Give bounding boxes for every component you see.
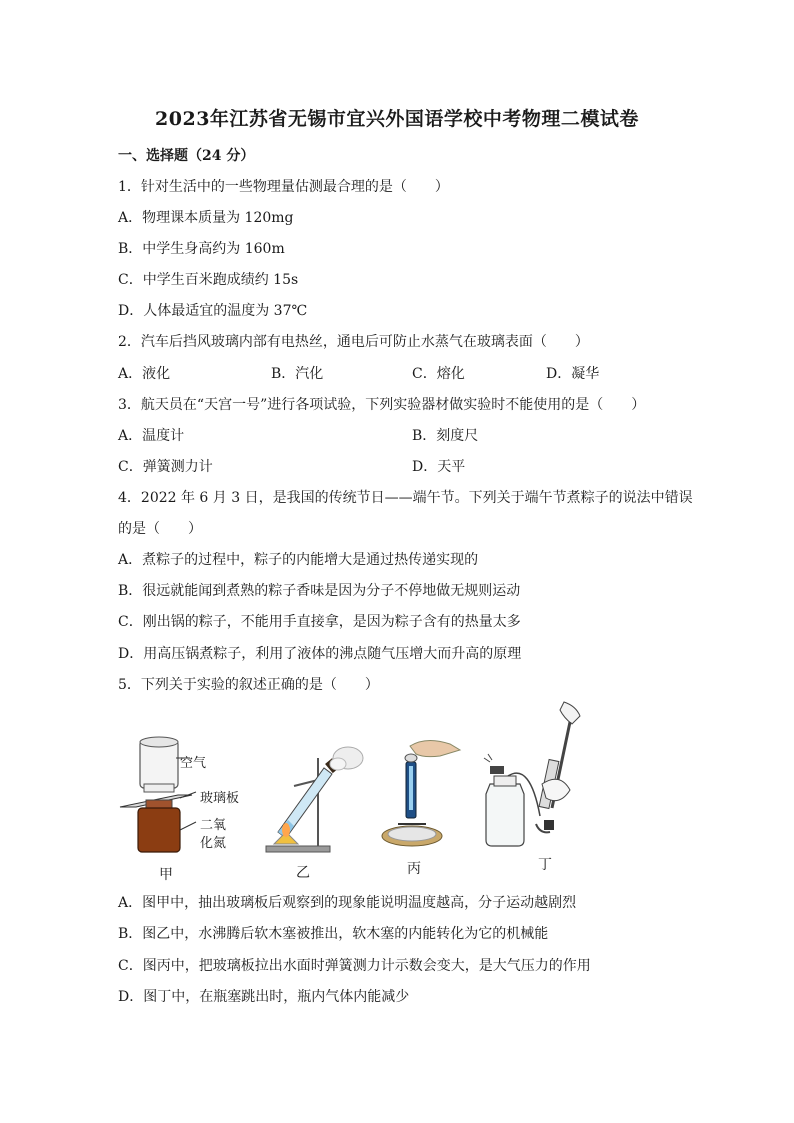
label-glass-plate: 玻璃板 (200, 791, 240, 806)
question-3-option-c: C．弹簧测力计 (118, 459, 213, 475)
question-4-stem: 4．2022 年 6 月 3 日，是我国的传统节日——端午节。下列关于端午节煮粽子的说法中错误 (118, 490, 693, 506)
question-2-option-d: D．凝华 (546, 366, 600, 382)
question-4-option-d: D．用高压锅煮粽子，利用了液体的沸点随气压增大而升高的原理 (118, 646, 522, 662)
section-heading: 一、选择题（24 分） (118, 148, 255, 164)
label-no2-line1: 二氧 (200, 818, 227, 833)
label-no2-line2: 化氮 (200, 836, 227, 851)
figure-jia-label: 甲 (159, 867, 173, 883)
question-3-option-b: B．刻度尺 (412, 428, 479, 444)
question-4-option-b: B．很远就能闻到煮熟的粽子香味是因为分子不停地做无规则运动 (118, 583, 521, 599)
question-4-option-c: C．刚出锅的粽子，不能用手直接拿，是因为粽子含有的热量太多 (118, 614, 521, 630)
figure-bing-spring-balance (380, 736, 470, 856)
question-1-option-d: D．人体最适宜的温度为 37℃ (118, 303, 308, 319)
figure-ding-bottle-pump (480, 700, 598, 860)
question-3-stem: 3．航天员在“天宫一号”进行各项试验，下列实验器材做实验时不能使用的是（ ） (118, 397, 646, 413)
figure-bing-label: 丙 (407, 861, 421, 877)
question-3-option-a: A．温度计 (118, 428, 185, 444)
question-1-option-b: B．中学生身高约为 160m (118, 241, 285, 257)
figure-ding-label: 丁 (538, 857, 552, 873)
question-5-option-a: A．图甲中，抽出玻璃板后观察到的现象能说明温度越高，分子运动越剧烈 (118, 895, 577, 911)
question-5-option-d: D．图丁中，在瓶塞跳出时，瓶内气体内能减少 (118, 989, 410, 1005)
question-1-stem: 1．针对生活中的一些物理量估测最合理的是（ ） (118, 179, 449, 195)
question-2-option-b: B．汽化 (271, 366, 324, 382)
question-5-figures (118, 700, 598, 890)
question-2-stem: 2．汽车后挡风玻璃内部有电热丝，通电后可防止水蒸气在玻璃表面（ ） (118, 334, 589, 350)
question-5-option-b: B．图乙中，水沸腾后软木塞被推出，软木塞的内能转化为它的机械能 (118, 926, 549, 942)
page-title: 2023年江苏省无锡市宜兴外国语学校中考物理二模试卷 (155, 108, 639, 130)
question-3-option-d: D．天平 (412, 459, 466, 475)
question-5-stem: 5．下列关于实验的叙述正确的是（ ） (118, 677, 379, 693)
question-4-option-a: A．煮粽子的过程中，粽子的内能增大是通过热传递实现的 (118, 552, 479, 568)
label-air: 空气 (180, 756, 207, 771)
figure-yi-label: 乙 (296, 865, 310, 881)
question-2-option-c: C．熔化 (412, 366, 465, 382)
question-1-option-c: C．中学生百米跑成绩约 15s (118, 272, 299, 288)
question-4-stem-continued: 的是（ ） (118, 521, 202, 537)
question-2-option-a: A．液化 (118, 366, 171, 382)
figure-yi-test-tube (258, 740, 368, 860)
question-5-option-c: C．图丙中，把玻璃板拉出水面时弹簧测力计示数会变大，是大气压力的作用 (118, 958, 591, 974)
question-1-option-a: A．物理课本质量为 120mg (118, 210, 294, 226)
